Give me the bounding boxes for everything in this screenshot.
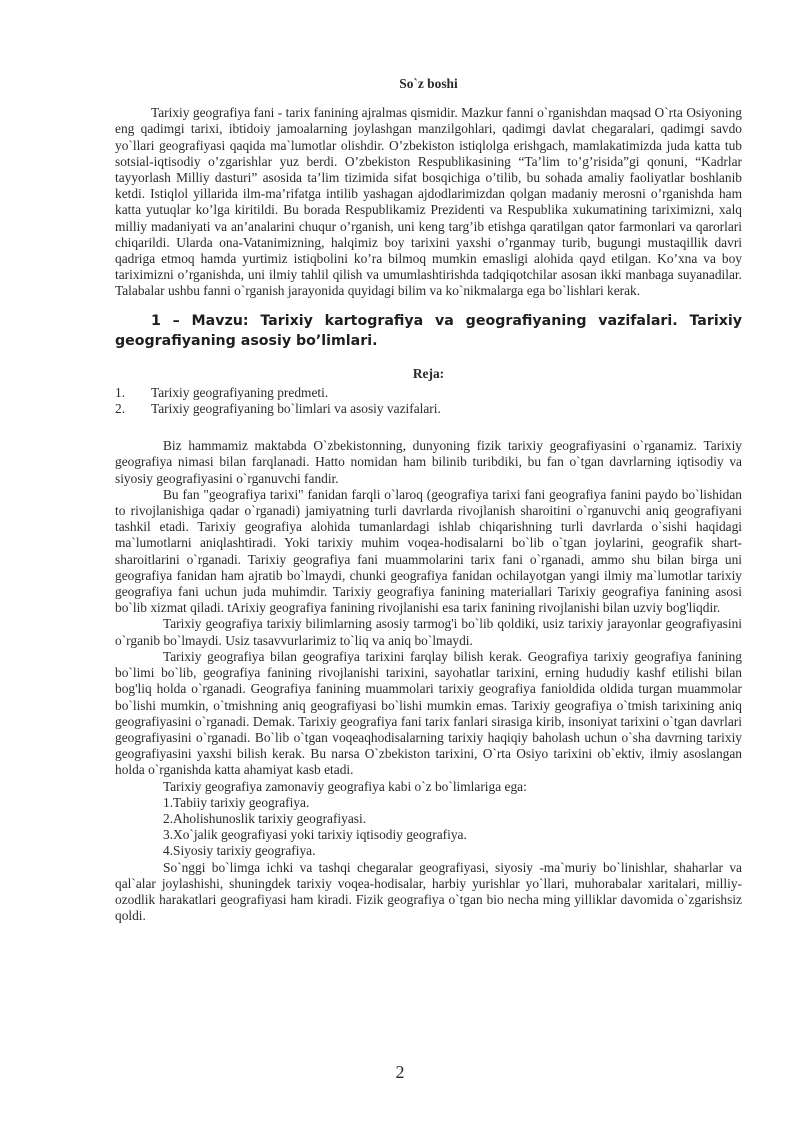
page-number: 2 [395, 1062, 405, 1082]
plan-item [115, 385, 742, 401]
body-paragraph: So`nggi bo`limga ichki va tashqi chegaralar geografiyasi, siyosiy -ma`muriy bo`linishlar, shaharlar va qal`alar joylashishi, shuningdek tarixiy voqea-hodisalar, harbiy yurishlar yo`llari, muhorabalar xaritalari, milliy-ozodlik harakatlari geografiyasi ham kiradi. Fizik geografiya o`tgan bio necha ming yilliklar davomida o`zgarishsiz qoldi. [115, 859, 742, 924]
body-text [115, 438, 742, 924]
plan-item-number: 1. [115, 384, 126, 400]
section-list-item: 2.Aholishunoslik tarixiy geografiyasi. [163, 810, 367, 826]
section-list-item: 1.Tabiiy tarixiy geografiya. [163, 794, 310, 810]
body-paragraph: Tarixiy geografiya bilan geografiya tarixini farqlay bilish kerak. Geografiya tarixiy geografiya fanining bo`limi bo`lib, geografiya fanining rivojlanishi tarixini, sayohatlar tarixini, erning hududiy kashf etilishi bilan bog'liq holda o`rganadi. Geografiya fanining muammolari tarixiy geografiya fanioldida oldida turgan muammolar bo`lishi mumkin, o`tmishning aniq geografiyasi bo`lishi mumkin emas. Tarixiy geografiya o`tmish tarixining aniq geografiyasini o`rganadi. Demak. Tarixiy geografiya fani tarix fanlari sirasiga kirib, insoniyat tarixini o`tgan davrlari geografiyasini o`rganadi. Bo`lib o`tgan voqeaqhodisalarning tarixiy haqiqiy baholash uchun o`sha davrning tarixiy geografiyasini yaxshi bilish kerak. Bu narsa O`zbekiston tarixini, O`rta Osiyo tarixini ob`ektiv, ilmiy asoslangan holda o`rganishda katta ahamiyat kasb etadi. [115, 648, 742, 778]
section-list-item: 4.Siyosiy tarixiy geografiya. [163, 843, 316, 859]
plan-item-number: 2. [115, 401, 126, 417]
topic-heading: 1 – Mavzu: Tarixiy kartografiya va geografiyaning vazifalari. Tarixiy geografiyaning asosiy bo’limlari. [115, 312, 742, 349]
body-paragraph: Tarixiy geografiya zamonaviy geografiya kabi o`z bo`limlariga ega: [163, 778, 527, 794]
body-paragraph: Bu fan "geografiya tarixi" fanidan farqli o`laroq (geografiya tarixi fani geografiya fanini paydo bo`lishidan to rivojlanishiga qadar o`rganadi) jamiyatning turli davrlarda rivojlanish sharoitini o`rganuvchi aniq geografiyani tashkil etadi. Tarixiy geografiya alohida tumanlardagi ishlab chiqarishning turli davrlarda o`sishi haqidagi ma`lumotlarni aniqlashtiradi. Yoki tarixiy muhim voqea-hodisalarni bo`lib o`tgan joylarini, geografik shart-sharoitlarini o`rganadi. Tarixiy geografiya fani muammolarini tarix fani o`rganadi, ammo shu bilan birga uni geografiya fanidan ham ajratib bo`lmaydi, chunki geografiya fanidan ochilayotgan yangi ilmiy ma`lumotlar tarixiy geografiya fani uchun juda muhimdir. Tarixiy geografiya fanining materiallari Tarixiy geografiya fanining asosi bo`lib xizmat qiladi. tArixiy geografiya fanining rivojlanishi esa tarix fanining rivojlanishi bilan uzviy bog'liqdir. [115, 486, 742, 616]
plan-item-text: Tarixiy geografiyaning bo`limlari va asosiy vazifalari. [151, 401, 441, 417]
body-paragraph: Biz hammamiz maktabda O`zbekistonning, dunyoning fizik tarixiy geografiyasini o`rganamiz. Tarixiy geografiya nimasi bilan farqlanadi. Hatto nomidan ham bilinib turibdiki, bu fan o`tgan davrlarning iqtisodiy va siyosiy geografiyasini o`rganuvchi fandir. [115, 438, 742, 486]
plan-title: Reja: [412, 365, 445, 381]
plan-item [115, 401, 742, 417]
document-page [115, 76, 742, 924]
plan-item-text: Tarixiy geografiyaning predmeti. [151, 384, 329, 400]
body-paragraph: Tarixiy geografiya tarixiy bilimlarning asosiy tarmog'i bo`lib qoldiki, usiz tarixiy jarayonlar geografiyasini o`rganib bo`lmaydi. Usiz tasavvurlarimiz to`liq va aniq bo`lmaydi. [115, 616, 742, 648]
intro-paragraph: Tarixiy geografiya fani - tarix fanining ajralmas qismidir. Mazkur fanni o`rganishdan maqsad O`rta Osiyoning eng qadimgi tarixi, ibtidoiy jamoalarning joylashgan manzilgohlari, qadimgi davlat chegaralari, qadimgi savdo yo`llari geografiyasi qaqida ma`lumotlar olishdir. O’zbekiston istiqlolga erishgach, mamlakatimizda juda katta tub sotsial-iqtisodiy o’zgarishlar yuz berdi. O’zbekiston Respublikasining “Ta’lim to’g’risida”gi qonuni, “Kadrlar tayyorlash Milliy dasturi” asosida ta’lim tizimida sifat bosqichiga o’tilib, bu sohada amaliy faoliyatlar boshlanib ketdi. Istiqlol yillarida ilm-ma’rifatga intilib yashagan ajdodlarimizdan qolgan madaniy merosni o’rganishda ham katta yutuqlar ko’lga kiritildi. Bu borada Respublikamiz Prezidenti va Respublika xukumatining tariximizni, xalq milliy madaniyati va an’analarini chuqur o’rganish, uni keng targ’ib etishga qaratilgan qator farmonlari va qarorlari chiqarildi. Ularda ona-Vatanimizning, halqimiz boy tarixini yaxshi o’rganmay turib, bugungi mustaqillik davri qadriga etmoq hamda yurtimiz istiqbolini ko’ra bilmoq mumkin emasligi alohida qayd etilgan. Ko’xna va boy tariximizni o’rganishda, uni ilmiy tahlil qilish va umumlashtirishda tadqiqotchilar asosan ikki manbaga suyanadilar. Talabalar ushbu fanni o`rganish jarayonida quyidagi bilim va ko`nikmalarga ega bo`lishlari kerak. [115, 105, 742, 299]
plan-list [115, 385, 742, 417]
section-list-item: 3.Xo`jalik geografiyasi yoki tarixiy iqtisodiy geografiya. [163, 827, 467, 843]
preface-title: So`z boshi [399, 76, 458, 91]
